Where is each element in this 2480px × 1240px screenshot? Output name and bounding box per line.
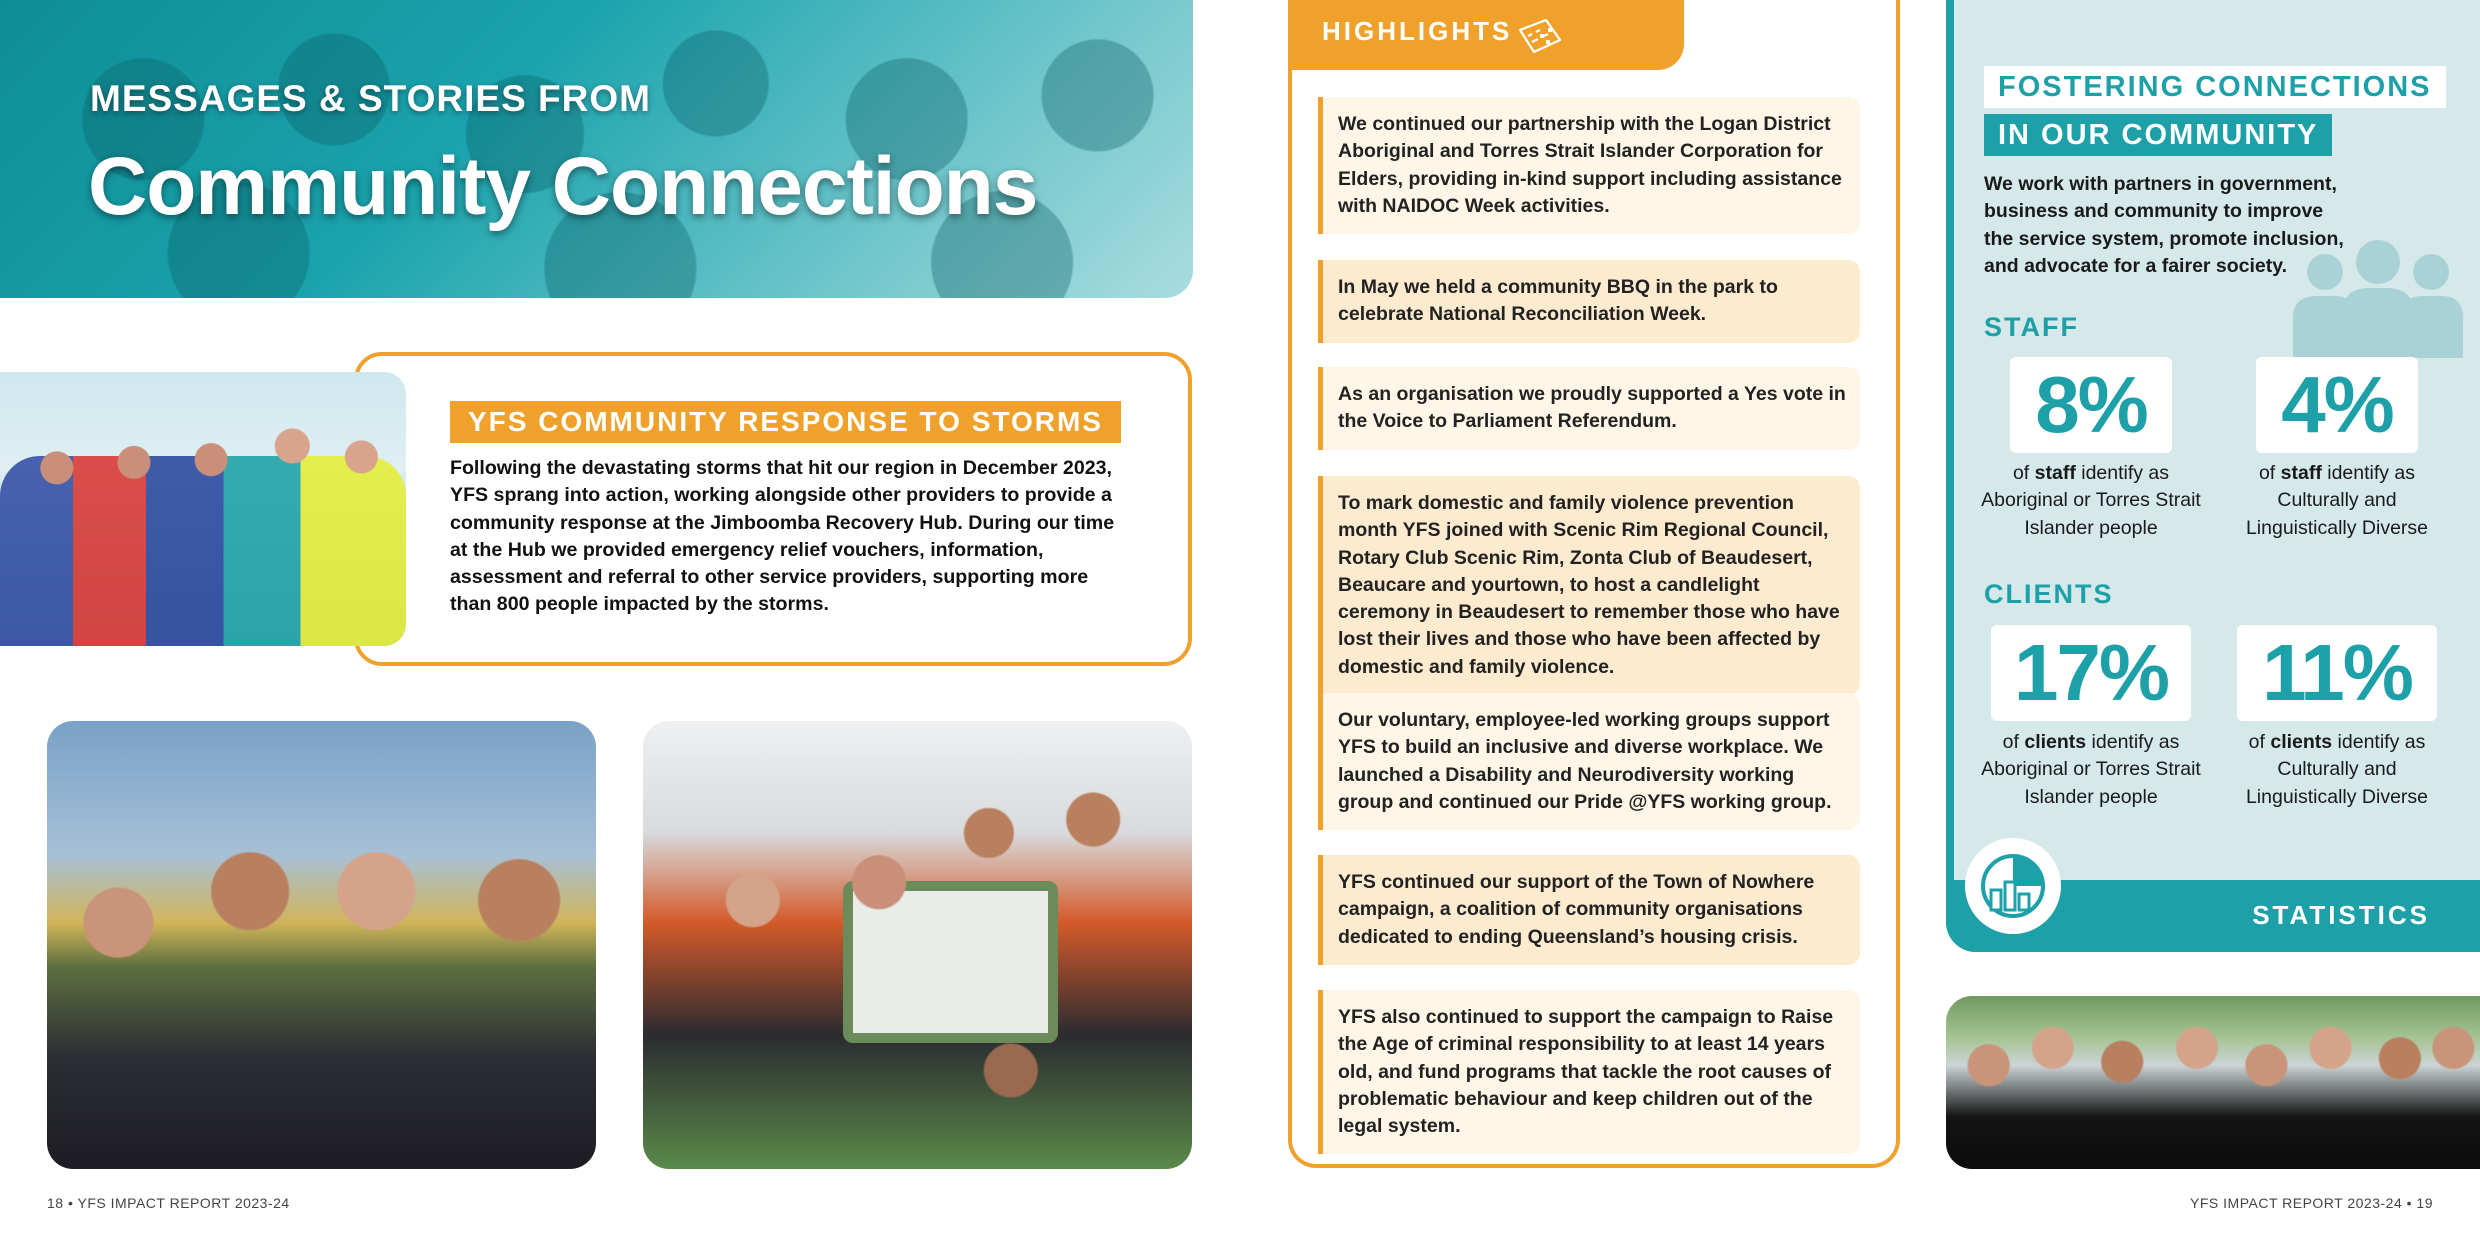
people-icon bbox=[2285, 240, 2471, 358]
highlight-item: YFS continued our support of the Town of Nowhere campaign, a coalition of community organisations dedicated to ending Queensland’s housing crisis. bbox=[1318, 855, 1860, 965]
clients-cald-caption: of clients identify as Culturally and Linguistically Diverse bbox=[2245, 731, 2429, 808]
highlight-item: In May we held a community BBQ in the park to celebrate National Reconciliation Week. bbox=[1318, 260, 1860, 343]
community-stall-photo bbox=[643, 721, 1192, 1169]
chart-icon bbox=[1965, 838, 2061, 934]
highlight-item: Our voluntary, employee-led working groups support YFS to build an inclusive and diverse workplace. We launched a Disability and Neurodiversity working group and continued our Pride @YFS working group. bbox=[1318, 693, 1860, 830]
staff-atsi-stat: 8% bbox=[2010, 357, 2172, 453]
staff-atsi-caption: of staff identify as Aboriginal or Torres Strait Islander people bbox=[1981, 462, 2201, 539]
officials-photo-faces bbox=[47, 721, 596, 1169]
storm-body: Following the devastating storms that hit our region in December 2023, YFS sprang into action, working alongside other providers to provide a community response at the Jimboomba Recovery Hub. During our time at the Hub we provided emergency relief vouchers, information, assessment and referral to other service providers, supporting more than 800 people impacted by the storms. bbox=[450, 457, 1115, 616]
community-officials-photo bbox=[47, 721, 596, 1169]
staff-cald-stat: 4% bbox=[2256, 357, 2418, 453]
highlight-item: As an organisation we proudly supported a Yes vote in the Voice to Parliament Referendum. bbox=[1318, 367, 1860, 450]
highlight-item: YFS also continued to support the campaign to Raise the Age of criminal responsibility to at least 14 years old, and fund programs that tackle the root causes of problematic behaviour and keep children out of the legal system. bbox=[1318, 990, 1860, 1154]
storm-heading: YFS COMMUNITY RESPONSE TO STORMS bbox=[450, 401, 1121, 443]
clients-cald-stat: 11% bbox=[2237, 625, 2437, 721]
page-title: Community Connections bbox=[88, 141, 1038, 232]
team-photo bbox=[1946, 996, 2480, 1169]
hero-kicker: MESSAGES & STORIES FROM bbox=[90, 78, 651, 119]
clients-label: CLIENTS bbox=[1984, 579, 2114, 609]
footer-right: YFS IMPACT REPORT 2023-24 • 19 bbox=[2190, 1195, 2433, 1211]
storm-photo-faces bbox=[0, 372, 406, 646]
highlights-title: HIGHLIGHTS bbox=[1322, 16, 1513, 46]
clients-atsi-stat: 17% bbox=[1991, 625, 2191, 721]
staff-label: STAFF bbox=[1984, 312, 2079, 342]
stall-photo-faces bbox=[643, 721, 1192, 1169]
storm-recovery-photo bbox=[0, 372, 406, 646]
fostering-body: We work with partners in government, business and community to improve the service system, promote inclusion, and advocate for a fairer society. bbox=[1984, 173, 2344, 277]
fostering-title-line2: IN OUR COMMUNITY bbox=[1984, 114, 2332, 156]
highlight-item: To mark domestic and family violence prevention month YFS joined with Scenic Rim Regional Council, Rotary Club Scenic Rim, Zonta Club of Beaudesert, Beaucare and yourtown, to host a candlelight ceremony in Beaudesert to remember those who have lost their lives and those who have been affected by domestic and family violence. bbox=[1318, 476, 1860, 695]
team-photo-faces bbox=[1946, 996, 2480, 1169]
fostering-title-line1: FOSTERING CONNECTIONS bbox=[1984, 66, 2446, 108]
highlights-icon bbox=[1516, 16, 1564, 56]
clients-atsi-caption: of clients identify as Aboriginal or Torres Strait Islander people bbox=[1981, 731, 2201, 808]
staff-cald-caption: of staff identify as Culturally and Linguistically Diverse bbox=[2245, 462, 2429, 539]
statistics-label: STATISTICS bbox=[2252, 900, 2430, 930]
highlight-item: We continued our partnership with the Logan District Aboriginal and Torres Strait Islander Corporation for Elders, providing in-kind support including assistance with NAIDOC Week activities. bbox=[1318, 97, 1860, 234]
footer-left: 18 • YFS IMPACT REPORT 2023-24 bbox=[47, 1195, 290, 1211]
